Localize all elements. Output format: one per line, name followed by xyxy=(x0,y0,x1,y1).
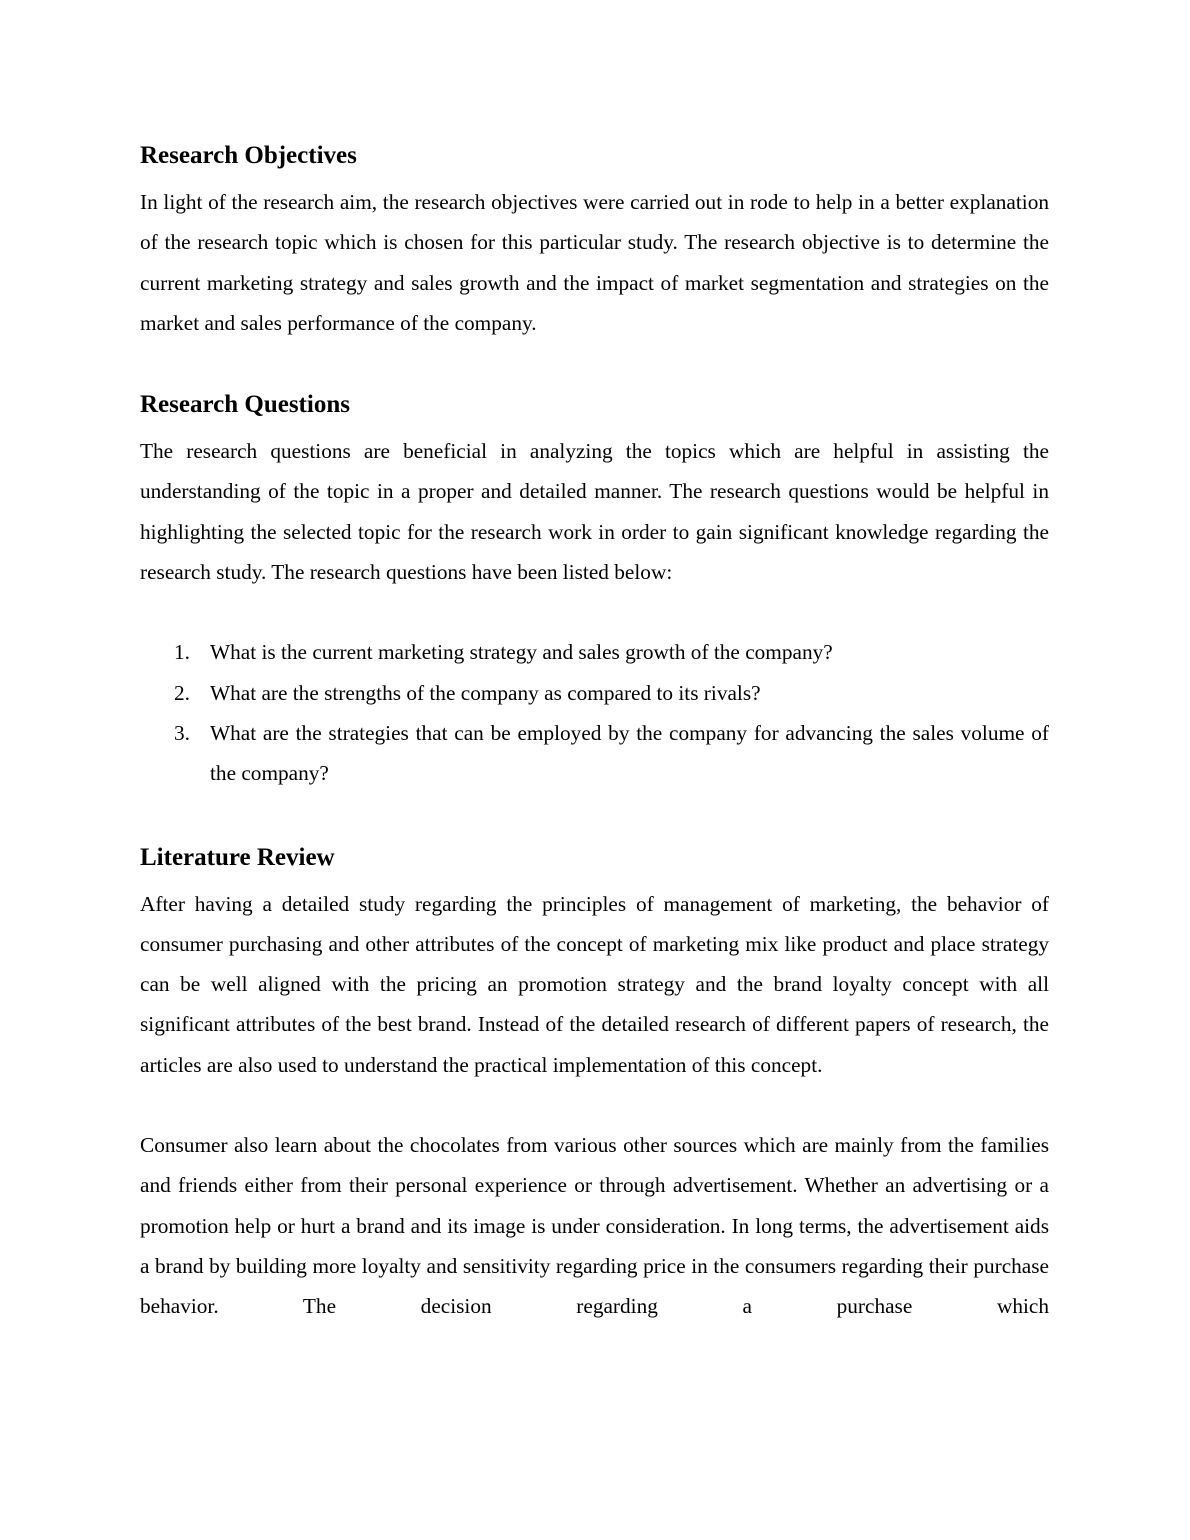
paragraph-literature-review-2: Consumer also learn about the chocolates from various other sources which are mainly from the families and friends either from their personal experience or through advertisement. Whether an advertising or a promotion help or hurt a brand and its image is under consideration. In long terms, the advertisement aids a brand by building more loyalty and sensitivity regarding price in the consumers regarding their purchase behavior. The decision regarding a purchase which xyxy=(140,1133,1049,1319)
document-page xyxy=(140,138,1049,1327)
list-item-number: 2. xyxy=(174,680,190,705)
list-item-number: 1. xyxy=(174,640,190,665)
list-item-text: What is the current marketing strategy and sales growth of the company? xyxy=(210,640,833,665)
paragraph-literature-review-1: After having a detailed study regarding the principles of management of marketing, the behavior of consumer purchasing and other attributes of the concept of marketing mix like product and place strategy can be well aligned with the pricing an promotion strategy and the brand loyalty concept with all significant attributes of the best brand. Instead of the detailed research of different papers of research, the articles are also used to understand the practical implementation of this concept. xyxy=(140,891,1049,1077)
heading-research-questions: Research Questions xyxy=(140,391,350,419)
heading-literature-review: Literature Review xyxy=(140,843,335,871)
research-questions-list xyxy=(140,632,1049,793)
list-item-text: What are the strategies that can be employed by the company for advancing the sales volume of the company? xyxy=(210,720,1049,786)
heading-research-objectives: Research Objectives xyxy=(140,142,357,169)
paragraph-research-objectives: In light of the research aim, the research objectives were carried out in rode to help in a better explanation of the research topic which is chosen for this particular study. The research objective is to determine the current marketing strategy and sales growth and the impact of market segmentation and strategies on the market and sales performance of the company. xyxy=(140,190,1049,335)
list-item xyxy=(140,673,1049,713)
list-item-number: 3. xyxy=(174,720,190,745)
list-item xyxy=(140,632,1049,672)
list-item-text: What are the strengths of the company as compared to its rivals? xyxy=(210,680,761,705)
list-item xyxy=(140,713,1049,794)
paragraph-research-questions: The research questions are beneficial in analyzing the topics which are helpful in assisting the understanding of the topic in a proper and detailed manner. The research questions would be helpful in highlighting the selected topic for the research work in order to gain significant knowledge regarding the research study. The research questions have been listed below: xyxy=(140,439,1049,585)
